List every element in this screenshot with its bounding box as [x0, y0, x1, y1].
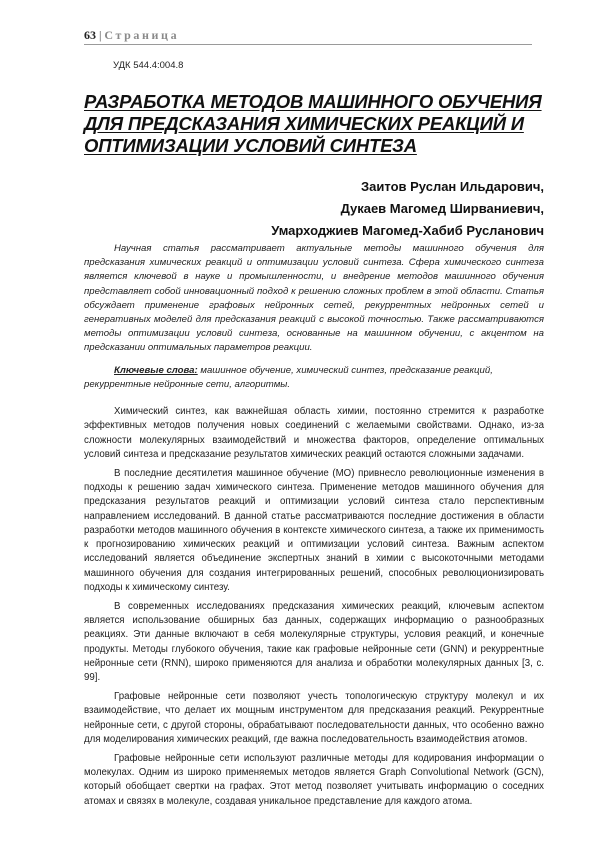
- page-number: 63: [84, 28, 96, 42]
- author-name: Дукаев Магомед Ширваниевич,: [340, 201, 544, 216]
- body-paragraph: В последние десятилетия машинное обучение (МО) привнесло революционные изменения в подходы к решению задач химического синтеза. Применение методов машинного обучения для предсказания результатов реакций и оптимизации условий синтеза стало перспективным направлением исследований. В данной статье рассматриваются последние достижения в области разработки методов машинного обучения в контексте химического синтеза, а также их применимость к прогнозированию химических реакций и оптимизации условий синтеза. Важным аспектом исследований является объединение экспертных знаний в химии с высокоточными методами машинного обучения для создания интегрированных решений, способных революционизировать подходы к химическому синтезу.: [84, 467, 544, 594]
- udk-code: УДК 544.4:004.8: [113, 60, 184, 71]
- body-paragraph: Химический синтез, как важнейшая область химии, постоянно стремится к разработке эффективных методов получения новых соединений с желаемыми свойствами. Однако, из-за сложности молекулярных взаимодействий и множества факторов, определение оптимальных условий синтеза и предсказание результатов химических реакций остаются сложными задачами.: [84, 406, 544, 460]
- keywords-label: Ключевые слова:: [114, 365, 198, 376]
- keywords: [84, 364, 544, 392]
- title-line: РАЗРАБОТКА МЕТОДОВ МАШИННОГО ОБУЧЕНИЯ: [84, 91, 542, 112]
- abstract: Научная статья рассматривает актуальные методы машинного обучения для предсказания химических реакций и оптимизации условий синтеза. Сфера химического синтеза является ключевой в науке и промышленности, и внедрение методов машинного обучения представляет собой инновационный подход к решению сложных проблем в этой области. Статья обсуждает применение графовых нейронных сетей, рекуррентных нейронных сетей и генеративных моделей для предсказания реакций с высокой точностью. Также рассматриваются методы оптимизации условий синтеза, основанные на машинном обучении, с акцентом на предсказании оптимальных параметров реакции.: [84, 243, 544, 354]
- header-rule: [84, 44, 532, 45]
- keywords-text: машинное обучение, химический синтез, предсказание реакций, рекуррентные нейронные сети, алгоритмы.: [84, 365, 493, 391]
- body-paragraph: Графовые нейронные сети позволяют учесть топологическую структуру молекул и их взаимодействие, что делает их мощным инструментом для предсказания реакций. Рекуррентные нейронные сети, с другой стороны, обрабатывают последовательности данных, что особенно важно для моделирования химических реакций, где важна последовательность взаимодействия атомов.: [84, 691, 544, 746]
- body-paragraph: В современных исследованиях предсказания химических реакций, ключевым аспектом является использование обширных баз данных, содержащих информацию о разнообразных реакциях. Эти данные включают в себя молекулярные структуры, условия реакций, и конечные продукты. Методы глубокого обучения, такие как графовые нейронные сети (GNN) и рекуррентные нейронные сети (RNN), широко применяются для анализа и обработки молекулярных данных [3, с. 99].: [84, 600, 544, 684]
- article-title: [84, 91, 544, 157]
- author-name: Заитов Руслан Ильдарович,: [361, 179, 544, 194]
- title-line: ДЛЯ ПРЕДСКАЗАНИЯ ХИМИЧЕСКИХ РЕАКЦИЙ И: [84, 113, 524, 134]
- author-list: [104, 176, 544, 242]
- page-word: Страница: [104, 28, 180, 42]
- header-separator: |: [99, 28, 102, 42]
- title-line: ОПТИМИЗАЦИИ УСЛОВИЙ СИНТЕЗА: [84, 135, 417, 156]
- author-name: Умарходжиев Магомед-Хабиб Русланович: [271, 223, 544, 238]
- article-body: [84, 405, 544, 814]
- body-paragraph: Графовые нейронные сети используют различные методы для кодирования информации о молекулах. Одним из широко применяемых методов является Graph Convolutional Network (GCN), который обобщает свертки на графах. Этот метод позволяет учитывать информацию о соседних атомах и связях в молекуле, создавая уникальное представление для каждого атома.: [84, 752, 544, 807]
- page-header: [84, 28, 544, 43]
